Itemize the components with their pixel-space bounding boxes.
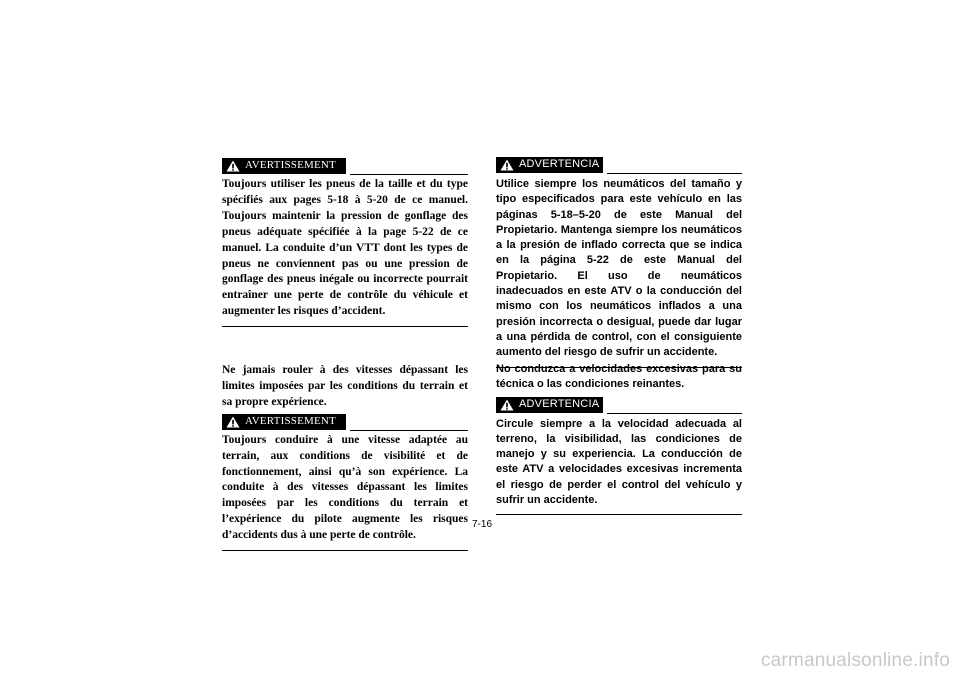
french-section-2 (222, 363, 468, 551)
spanish-warning-1 (496, 157, 742, 368)
warning-text: Circule siempre a la velocidad adecuada al terreno, la visibilidad, las condiciones de manejo y su experiencia. La conducción de este ATV a velocidades excesivas incrementa el riesgo de perder el control del vehículo y sufrir un accidente. (496, 417, 742, 507)
watermark: carmanualsonline.info (760, 650, 950, 671)
warning-rule-bottom (222, 326, 468, 327)
warning-label: ADVERTENCIA (519, 397, 600, 410)
warning-header (496, 157, 742, 174)
warning-badge (222, 158, 346, 174)
warning-triangle-icon (226, 160, 240, 172)
warning-header (496, 397, 742, 414)
spanish-warning-2 (496, 397, 742, 516)
warning-rule-top (350, 174, 468, 175)
intro-text: No conduzca a velocidades excesivas para su técnica o las condiciones reinantes. (496, 363, 742, 391)
french-warning-1 (222, 158, 468, 327)
spanish-section-2 (496, 362, 742, 515)
warning-rule-bottom (222, 550, 468, 551)
warning-triangle-icon (500, 159, 514, 171)
warning-rule-bottom (496, 514, 742, 515)
warning-triangle-icon (500, 399, 514, 411)
warning-rule-top (607, 173, 742, 174)
warning-badge (496, 397, 603, 413)
warning-rule-top (607, 413, 742, 414)
french-warning-2 (222, 414, 468, 551)
warning-label: AVERTISSEMENT (245, 159, 336, 172)
warning-badge (222, 414, 346, 430)
warning-text: Utilice siempre los neumáticos del tamaño y tipo especificados para este vehículo en las páginas 5-18–5-20 de este Manual del Propietario. Mantenga siempre los neumáticos a la presión de inflado correcta que se indica en la página 5-22 de este Manual del Propietario. El uso de neumáticos inadecuados en este ATV o la conducción del mismo con los neumáticos inflados a una presión incorrecta o desigual, puede dar lugar a una pérdida de control, con el consiguiente aumento del riesgo de sufrir un accidente. (496, 178, 742, 359)
warning-text: Toujours conduire à une vitesse adaptée au terrain, aux conditions de visibilité et de fonctionnement, ainsi qu’à son expérience. La conduite à des vitesses dépassant les limites imposées par les conditions du terrain et l’expérience du pilote augmente les risques d’accidents dus à une perte de contrôle. (222, 433, 468, 542)
warning-header (222, 158, 468, 175)
warning-rule-top (350, 430, 468, 431)
warning-header (222, 414, 468, 431)
warning-label: ADVERTENCIA (519, 158, 600, 171)
warning-text: Toujours utiliser les pneus de la taille et du type spécifiés aux pages 5-18 à 5-20 de ce manuel. Toujours maintenir la pression de gonflage des pneus adéquate spécifiée à la page 5-22 de ce manuel. La conduite d’un VTT dont les types de pneus ne conviennent pas ou une pression de gonflage des pneus inégale ou incorrecte pourrait entraîner une perte de contrôle du véhicule et augmenter les risques d’accident. (222, 178, 468, 318)
intro-text: Ne jamais rouler à des vitesses dépassant les limites imposées par les conditions du terrain et sa propre expérience. (222, 364, 468, 408)
page-number: 7-16 (472, 519, 493, 530)
warning-label: AVERTISSEMENT (245, 414, 336, 427)
warning-triangle-icon (226, 416, 240, 428)
warning-badge (496, 157, 603, 173)
